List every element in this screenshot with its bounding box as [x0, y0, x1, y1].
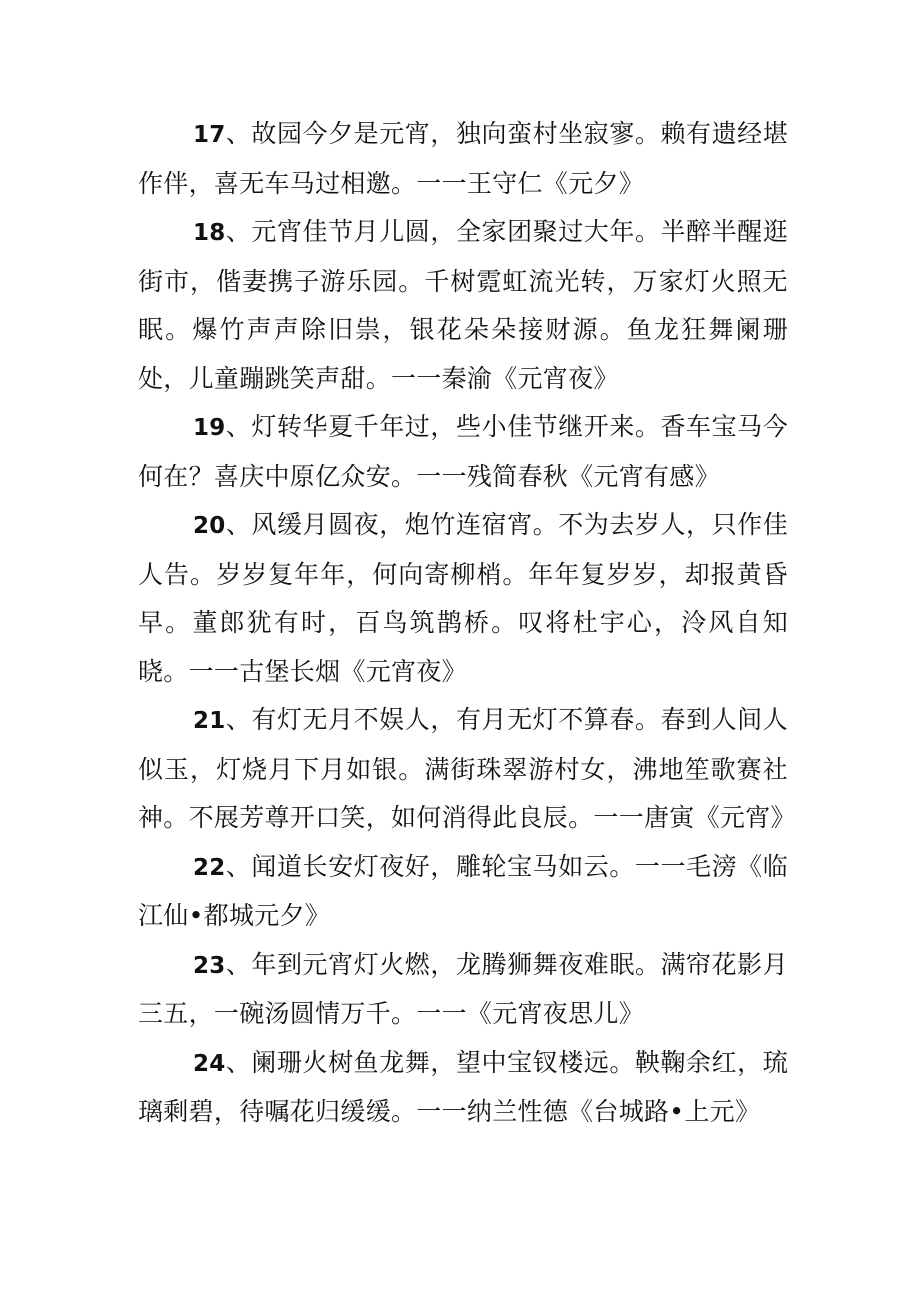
poem-text: 、灯转华夏千年过，些小佳节继开来。香车宝马今何在？喜庆中原亿众安。一一残简春秋《元宵有感》 [138, 412, 788, 491]
poem-paragraph-18 [138, 208, 788, 403]
poem-number: 24 [193, 1050, 226, 1077]
poem-paragraph-22 [138, 843, 788, 941]
poem-text: 、闻道长安灯夜好，雕轮宝马如云。一一毛滂《临江仙•都城元夕》 [138, 851, 788, 930]
poem-paragraph-23 [138, 941, 788, 1039]
poem-number: 17 [193, 122, 226, 148]
poem-text: 、阑珊火树鱼龙舞，望中宝钗楼远。鞅鞠余红，琉璃剩碧，待嘱花归缓缓。一一纳兰性德《台城路•上元》 [138, 1047, 788, 1126]
poem-text: 、故园今夕是元宵，独向蛮村坐寂寥。赖有遗经堪作伴，喜无车马过相邀。一一王守仁《元夕》 [138, 119, 788, 198]
poem-list [138, 110, 796, 1137]
poem-number: 20 [193, 513, 226, 539]
poem-paragraph-20 [138, 501, 788, 696]
poem-paragraph-21 [138, 696, 796, 843]
poem-text: 、元宵佳节月儿圆，全家团聚过大年。半醉半醒逛街市，偕妻携子游乐园。千树霓虹流光转，万家灯火照无眠。爆竹声声除旧祟，银花朵朵接财源。鱼龙狂舞阑珊处，儿童蹦跳笑声甜。一一秦渝《元宵夜》 [138, 217, 788, 393]
poem-text: 、风缓月圆夜，炮竹连宿宵。不为去岁人，只作佳人告。岁岁复年年，何向寄柳梢。年年复岁岁，却报黄昏早。董郎犹有时，百鸟筑鹊桥。叹将杜宇心，泠风自知晓。一一古堡长烟《元宵夜》 [138, 510, 788, 686]
poem-number: 21 [193, 708, 226, 734]
poem-number: 18 [193, 220, 226, 246]
poem-number: 23 [193, 952, 226, 979]
poem-paragraph-17 [138, 110, 788, 208]
poem-text: 、年到元宵灯火燃，龙腾狮舞夜难眠。满帘花影月三五，一碗汤圆情万千。一一《元宵夜思儿》 [138, 949, 788, 1028]
poem-number: 19 [193, 415, 226, 441]
poem-paragraph-19 [138, 403, 788, 501]
poem-paragraph-24 [138, 1039, 788, 1137]
poem-number: 22 [193, 854, 226, 881]
poem-text: 、有灯无月不娱人，有月无灯不算春。春到人间人似玉，灯烧月下月如银。满街珠翠游村女，沸地笙歌赛社神。不展芳尊开口笑，如何消得此良辰。一一唐寅《元宵》 [138, 705, 796, 832]
